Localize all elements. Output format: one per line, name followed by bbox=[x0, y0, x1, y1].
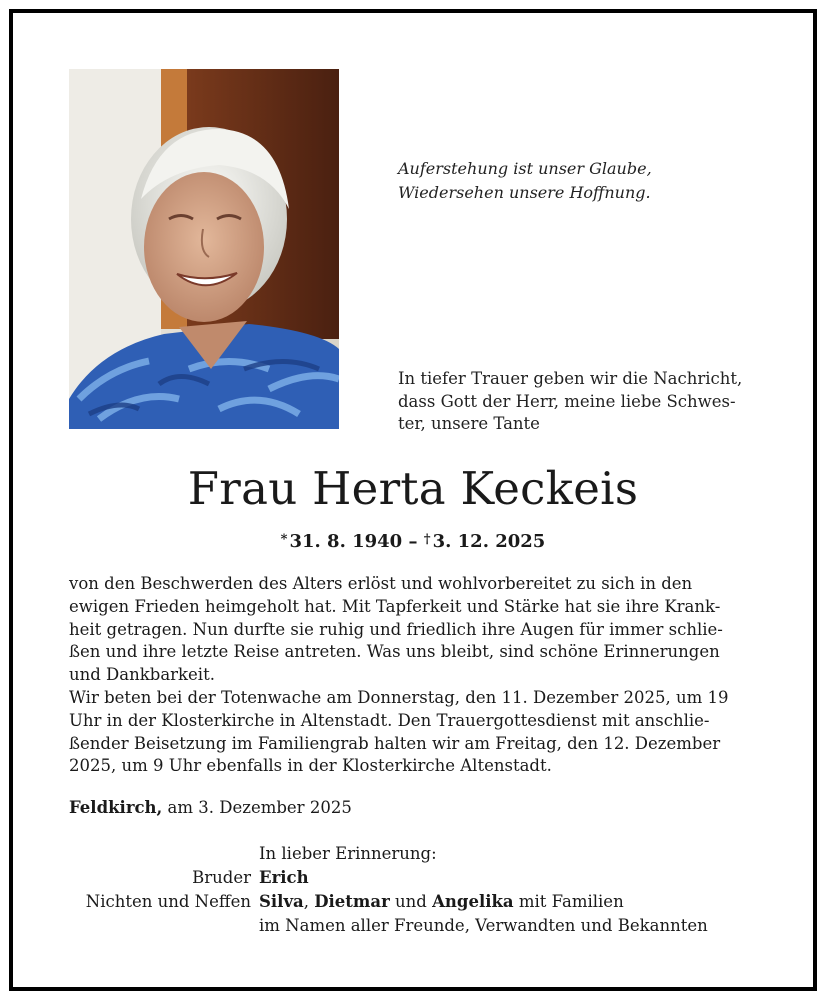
intro-line: ter, unsere Tante bbox=[398, 414, 540, 433]
portrait-photo bbox=[69, 69, 339, 429]
with-families: mit Familien bbox=[518, 892, 624, 911]
text-line: ßen und ihre letzte Reise antreten. Was uns bleibt, sind schöne Erinnerungen bbox=[69, 642, 720, 662]
mourner-name: Silva bbox=[259, 892, 304, 911]
comma: , bbox=[303, 892, 309, 911]
intro-line: dass Gott der Herr, meine liebe Schwes- bbox=[398, 391, 736, 411]
date-separator: – bbox=[408, 531, 418, 552]
quote-line: Wiedersehen unsere Hoffnung. bbox=[398, 183, 651, 202]
quote-line: Auferstehung ist unser Glaube, bbox=[398, 159, 652, 178]
announcement-intro bbox=[398, 368, 778, 436]
place: Feldkirch, bbox=[69, 798, 163, 817]
and-word: und bbox=[395, 892, 427, 911]
mourner-row-others bbox=[13, 914, 813, 938]
relation-label: Bruder bbox=[192, 868, 251, 887]
closing-heading: In lieber Erinnerung: bbox=[259, 844, 437, 863]
relation-label: Nichten und Neffen bbox=[85, 892, 251, 911]
text-line: heit getragen. Nun durfte sie ruhig und friedlich ihre Augen für immer schlie- bbox=[69, 619, 723, 639]
mourner-name: Angelika bbox=[432, 892, 514, 911]
intro-line: In tiefer Trauer geben wir die Nachricht, bbox=[398, 369, 743, 388]
quote bbox=[398, 157, 778, 205]
closing-heading-row bbox=[13, 842, 813, 866]
death-date: 3. 12. 2025 bbox=[432, 531, 546, 552]
text-line: ewigen Frieden heimgeholt hat. Mit Tapferkeit und Stärke hat sie ihre Krank- bbox=[69, 596, 721, 616]
deceased-name: Frau Herta Keckeis bbox=[187, 462, 639, 515]
mourners-list bbox=[13, 842, 813, 938]
obituary-text bbox=[69, 573, 769, 778]
others-line: im Namen aller Freunde, Verwandten und Bekannten bbox=[259, 916, 708, 935]
text-line: von den Beschwerden des Alters erlöst und wohlvorbereitet zu sich in den bbox=[69, 574, 693, 593]
text-line: und Dankbarkeit. bbox=[69, 665, 215, 685]
mourner-row-nieces-nephews bbox=[13, 890, 813, 914]
death-mark: † bbox=[423, 532, 431, 547]
text-line: 2025, um 9 Uhr ebenfalls in der Klosterkirche Altenstadt. bbox=[69, 756, 552, 776]
text-line: Wir beten bei der Totenwache am Donnerstag, den 11. Dezember 2025, um 19 bbox=[69, 687, 729, 707]
obituary-card bbox=[9, 9, 817, 991]
birth-mark: * bbox=[280, 532, 288, 547]
mourner-name: Erich bbox=[259, 868, 309, 887]
place-and-date bbox=[69, 796, 769, 820]
life-dates bbox=[13, 529, 813, 555]
text-line: ßender Beisetzung im Familiengrab halten wir am Freitag, den 12. Dezember bbox=[69, 733, 721, 753]
mourner-name: Dietmar bbox=[314, 892, 390, 911]
mourner-row-brother bbox=[13, 866, 813, 890]
text-line: Uhr in der Klosterkirche in Altenstadt. Den Trauergottesdienst mit anschlie- bbox=[69, 710, 710, 730]
birth-date: 31. 8. 1940 bbox=[289, 531, 403, 552]
date: am 3. Dezember 2025 bbox=[167, 798, 352, 817]
